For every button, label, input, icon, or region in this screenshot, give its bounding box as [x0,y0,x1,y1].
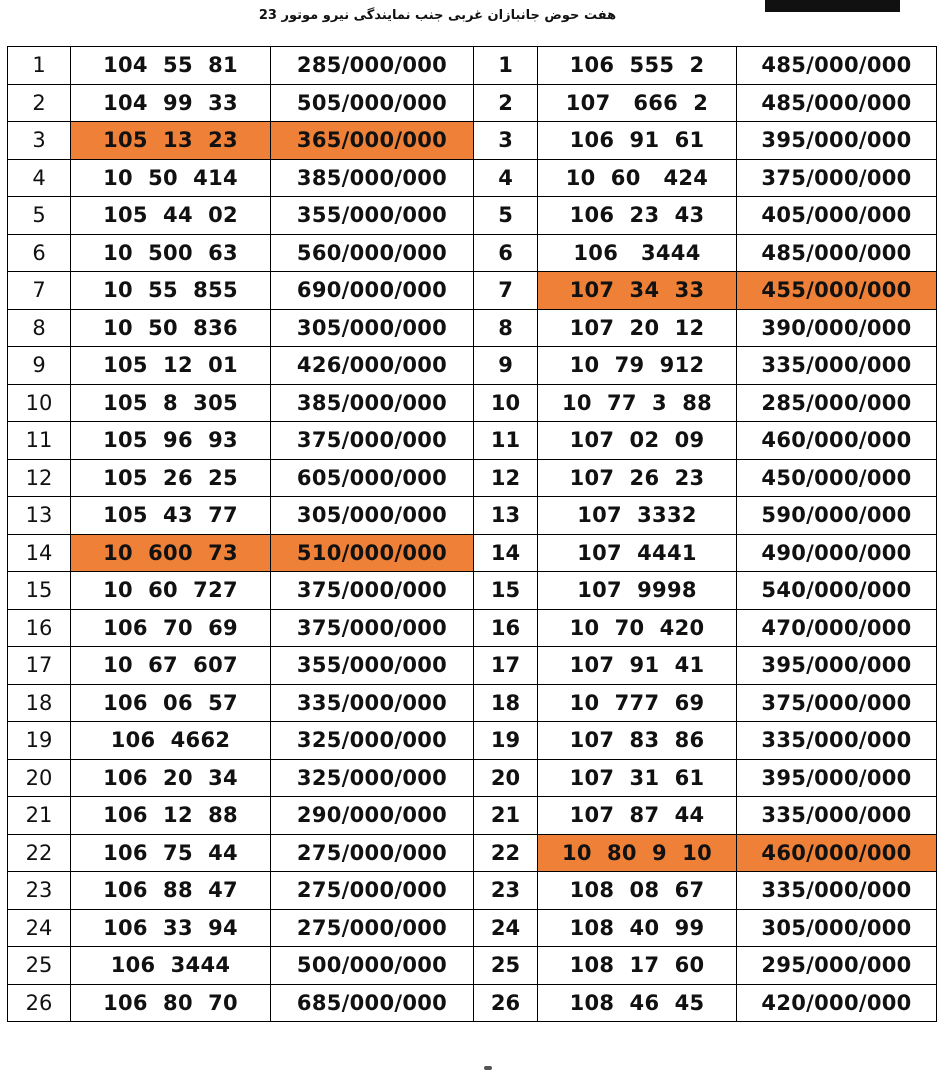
left-price-cell: 275/000/000 [271,834,474,872]
left-price-cell: 305/000/000 [271,309,474,347]
left-row-number: 7 [8,272,71,310]
left-price-cell: 385/000/000 [271,384,474,422]
right-price-cell: 375/000/000 [737,684,937,722]
left-code-cell: 106 12 88 [71,797,271,835]
left-row-number: 18 [8,684,71,722]
left-code-cell: 106 80 70 [71,984,271,1022]
table-row [8,647,937,685]
right-code-cell: 107 34 33 [538,272,737,310]
left-code-cell: 10 55 855 [71,272,271,310]
right-code-cell: 107 9998 [538,572,737,610]
right-row-number: 3 [474,122,538,160]
table-row [8,497,937,535]
right-row-number: 9 [474,347,538,385]
left-row-number: 4 [8,159,71,197]
right-code-cell: 106 3444 [538,234,737,272]
right-price-cell: 485/000/000 [737,84,937,122]
left-code-cell: 106 75 44 [71,834,271,872]
right-code-cell: 108 08 67 [538,872,737,910]
bottom-mark [484,1066,492,1070]
page-title: هفت حوض جانبازان غربی جنب نمایندگی نیرو موتور 23 [258,8,617,23]
left-code-cell: 104 99 33 [71,84,271,122]
right-code-cell: 107 31 61 [538,759,737,797]
right-price-cell: 485/000/000 [737,234,937,272]
left-price-cell: 375/000/000 [271,422,474,460]
table-row [8,272,937,310]
right-code-cell: 108 40 99 [538,909,737,947]
table-row [8,309,937,347]
right-price-cell: 395/000/000 [737,647,937,685]
left-price-cell: 365/000/000 [271,122,474,160]
price-table-body [8,47,937,1022]
left-price-cell: 355/000/000 [271,197,474,235]
right-row-number: 11 [474,422,538,460]
left-row-number: 9 [8,347,71,385]
right-row-number: 21 [474,797,538,835]
left-code-cell: 10 60 727 [71,572,271,610]
left-row-number: 26 [8,984,71,1022]
left-row-number: 5 [8,197,71,235]
right-price-cell: 295/000/000 [737,947,937,985]
left-code-cell: 105 44 02 [71,197,271,235]
right-code-cell: 106 23 43 [538,197,737,235]
right-price-cell: 335/000/000 [737,872,937,910]
right-price-cell: 450/000/000 [737,459,937,497]
left-code-cell: 105 8 305 [71,384,271,422]
right-row-number: 22 [474,834,538,872]
left-price-cell: 500/000/000 [271,947,474,985]
left-code-cell: 105 13 23 [71,122,271,160]
table-row [8,872,937,910]
left-price-cell: 385/000/000 [271,159,474,197]
right-row-number: 12 [474,459,538,497]
right-row-number: 24 [474,909,538,947]
table-row [8,122,937,160]
left-code-cell: 106 20 34 [71,759,271,797]
left-row-number: 8 [8,309,71,347]
table-row [8,909,937,947]
right-row-number: 25 [474,947,538,985]
right-row-number: 19 [474,722,538,760]
right-price-cell: 405/000/000 [737,197,937,235]
right-price-cell: 420/000/000 [737,984,937,1022]
left-code-cell: 105 96 93 [71,422,271,460]
table-row [8,384,937,422]
table-row [8,609,937,647]
price-table [7,46,937,1022]
table-row [8,84,937,122]
right-code-cell: 108 46 45 [538,984,737,1022]
left-code-cell: 105 26 25 [71,459,271,497]
left-code-cell: 10 50 414 [71,159,271,197]
right-code-cell: 106 555 2 [538,47,737,85]
right-price-cell: 470/000/000 [737,609,937,647]
left-code-cell: 106 70 69 [71,609,271,647]
left-row-number: 22 [8,834,71,872]
left-price-cell: 305/000/000 [271,497,474,535]
left-code-cell: 10 67 607 [71,647,271,685]
right-code-cell: 107 4441 [538,534,737,572]
right-code-cell: 108 17 60 [538,947,737,985]
right-row-number: 6 [474,234,538,272]
left-price-cell: 325/000/000 [271,759,474,797]
left-code-cell: 105 43 77 [71,497,271,535]
left-price-cell: 290/000/000 [271,797,474,835]
table-row [8,197,937,235]
right-row-number: 2 [474,84,538,122]
left-row-number: 6 [8,234,71,272]
right-price-cell: 335/000/000 [737,797,937,835]
right-code-cell: 10 77 3 88 [538,384,737,422]
right-row-number: 4 [474,159,538,197]
right-code-cell: 107 91 41 [538,647,737,685]
right-price-cell: 335/000/000 [737,347,937,385]
right-row-number: 16 [474,609,538,647]
left-price-cell: 426/000/000 [271,347,474,385]
table-row [8,422,937,460]
left-row-number: 20 [8,759,71,797]
right-code-cell: 107 3332 [538,497,737,535]
left-row-number: 1 [8,47,71,85]
left-price-cell: 325/000/000 [271,722,474,760]
right-price-cell: 455/000/000 [737,272,937,310]
table-row [8,159,937,197]
table-row [8,834,937,872]
left-price-cell: 275/000/000 [271,909,474,947]
table-row [8,234,937,272]
right-price-cell: 390/000/000 [737,309,937,347]
right-row-number: 20 [474,759,538,797]
right-row-number: 14 [474,534,538,572]
right-code-cell: 107 20 12 [538,309,737,347]
left-row-number: 13 [8,497,71,535]
right-code-cell: 10 79 912 [538,347,737,385]
right-code-cell: 10 70 420 [538,609,737,647]
left-row-number: 24 [8,909,71,947]
left-price-cell: 690/000/000 [271,272,474,310]
right-price-cell: 460/000/000 [737,422,937,460]
right-price-cell: 460/000/000 [737,834,937,872]
right-price-cell: 305/000/000 [737,909,937,947]
left-code-cell: 105 12 01 [71,347,271,385]
right-price-cell: 590/000/000 [737,497,937,535]
left-row-number: 2 [8,84,71,122]
table-row [8,459,937,497]
left-price-cell: 275/000/000 [271,872,474,910]
right-price-cell: 285/000/000 [737,384,937,422]
right-code-cell: 107 83 86 [538,722,737,760]
right-row-number: 23 [474,872,538,910]
left-row-number: 23 [8,872,71,910]
left-code-cell: 106 33 94 [71,909,271,947]
table-row [8,47,937,85]
right-row-number: 17 [474,647,538,685]
right-code-cell: 107 666 2 [538,84,737,122]
left-code-cell: 104 55 81 [71,47,271,85]
right-code-cell: 106 91 61 [538,122,737,160]
table-row [8,722,937,760]
right-price-cell: 485/000/000 [737,47,937,85]
right-code-cell: 10 60 424 [538,159,737,197]
right-price-cell: 540/000/000 [737,572,937,610]
right-row-number: 10 [474,384,538,422]
left-price-cell: 335/000/000 [271,684,474,722]
left-code-cell: 106 4662 [71,722,271,760]
left-row-number: 16 [8,609,71,647]
table-row [8,684,937,722]
left-price-cell: 285/000/000 [271,47,474,85]
table-row [8,759,937,797]
left-price-cell: 685/000/000 [271,984,474,1022]
left-price-cell: 605/000/000 [271,459,474,497]
right-code-cell: 10 80 9 10 [538,834,737,872]
table-row [8,947,937,985]
right-price-cell: 375/000/000 [737,159,937,197]
left-row-number: 11 [8,422,71,460]
right-row-number: 18 [474,684,538,722]
left-row-number: 12 [8,459,71,497]
left-row-number: 19 [8,722,71,760]
table-row [8,984,937,1022]
left-row-number: 14 [8,534,71,572]
left-price-cell: 510/000/000 [271,534,474,572]
left-price-cell: 375/000/000 [271,609,474,647]
table-row [8,797,937,835]
right-row-number: 7 [474,272,538,310]
left-row-number: 15 [8,572,71,610]
right-code-cell: 107 02 09 [538,422,737,460]
table-row [8,572,937,610]
left-price-cell: 375/000/000 [271,572,474,610]
left-code-cell: 106 06 57 [71,684,271,722]
right-price-cell: 335/000/000 [737,722,937,760]
right-row-number: 8 [474,309,538,347]
left-price-cell: 355/000/000 [271,647,474,685]
left-code-cell: 10 500 63 [71,234,271,272]
table-row [8,534,937,572]
left-code-cell: 10 600 73 [71,534,271,572]
right-row-number: 5 [474,197,538,235]
right-row-number: 13 [474,497,538,535]
left-price-cell: 560/000/000 [271,234,474,272]
right-code-cell: 107 87 44 [538,797,737,835]
left-row-number: 21 [8,797,71,835]
right-price-cell: 490/000/000 [737,534,937,572]
right-row-number: 26 [474,984,538,1022]
left-row-number: 25 [8,947,71,985]
right-code-cell: 10 777 69 [538,684,737,722]
left-row-number: 17 [8,647,71,685]
left-price-cell: 505/000/000 [271,84,474,122]
right-row-number: 1 [474,47,538,85]
table-row [8,347,937,385]
left-code-cell: 10 50 836 [71,309,271,347]
right-code-cell: 107 26 23 [538,459,737,497]
left-row-number: 10 [8,384,71,422]
right-price-cell: 395/000/000 [737,122,937,160]
right-price-cell: 395/000/000 [737,759,937,797]
left-row-number: 3 [8,122,71,160]
left-code-cell: 106 88 47 [71,872,271,910]
left-code-cell: 106 3444 [71,947,271,985]
right-row-number: 15 [474,572,538,610]
